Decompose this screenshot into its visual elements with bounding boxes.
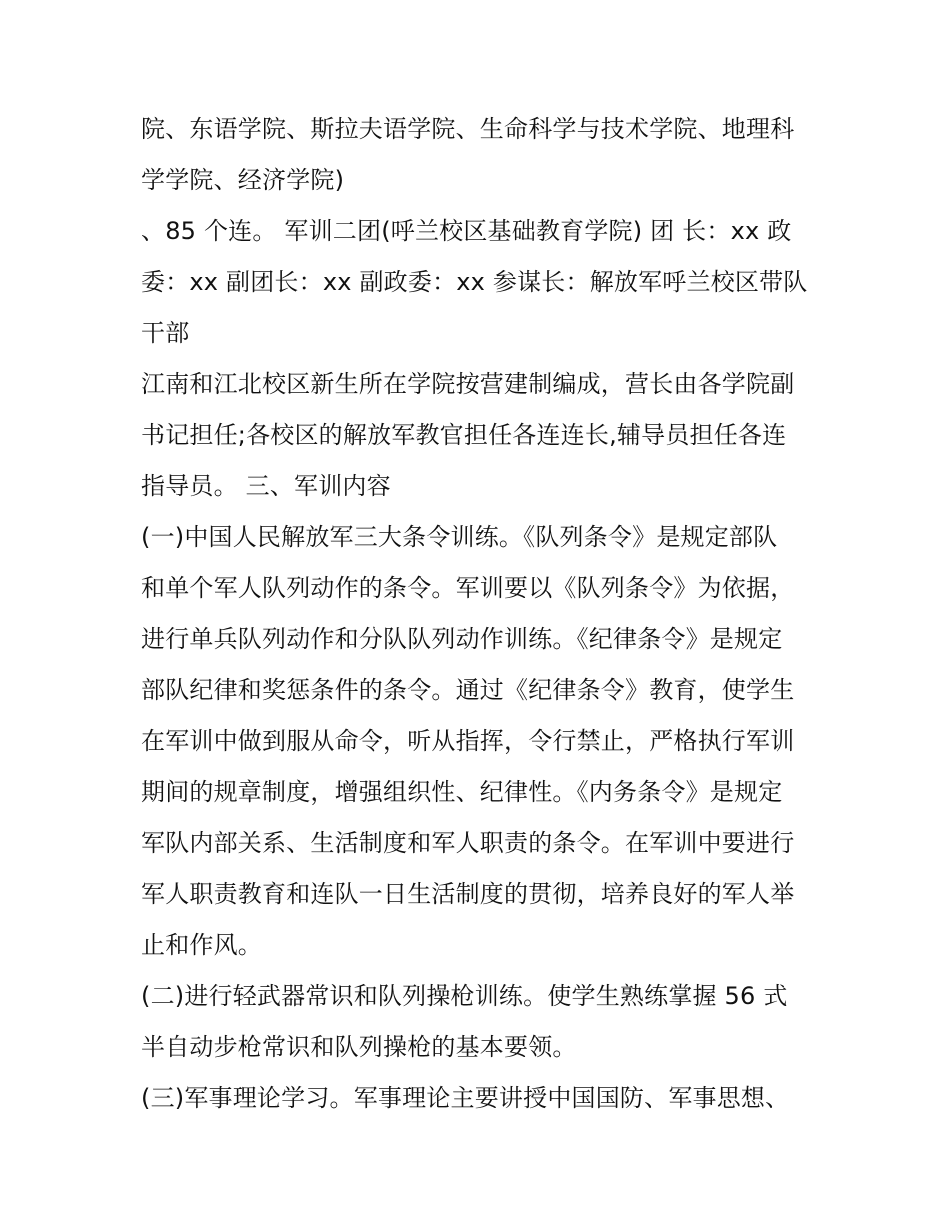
text-line: 军人职责教育和连队一日生活制度的贯彻，培养良好的军人举 <box>141 880 795 908</box>
text-line: 军队内部关系、生活制度和军人职责的条令。在军训中要进行 <box>141 829 795 857</box>
text-line: (三)军事理论学习。军事理论主要讲授中国国防、军事思想、 <box>141 1084 790 1112</box>
text-line: 在军训中做到服从命令，听从指挥，令行禁止，严格执行军训 <box>141 727 795 755</box>
text-line: (一)中国人民解放军三大条令训练。《队列条令》是规定部队 <box>141 523 778 551</box>
text-line: 、85 个连。 军训二团(呼兰校区基础教育学院) 团 长：xx 政 <box>141 217 792 245</box>
text-line: 指导员。 三、军训内容 <box>141 472 391 500</box>
text-line: 进行单兵队列动作和分队队列动作训练。《纪律条令》是规定 <box>141 625 783 653</box>
document-body <box>141 104 821 1124</box>
text-line: (二)进行轻武器常识和队列操枪训练。使学生熟练掌握 56 式 <box>141 982 788 1010</box>
text-line: 江南和江北校区新生所在学院按营建制编成，营长由各学院副 <box>141 370 795 398</box>
text-line: 学学院、经济学院) <box>141 166 345 194</box>
text-line: 半自动步枪常识和队列操枪的基本要领。 <box>141 1033 577 1061</box>
text-line: 期间的规章制度，增强组织性、纪律性。《内务条令》是规定 <box>141 778 783 806</box>
text-line: 和单个军人队列动作的条令。军训要以《队列条令》为依据， <box>141 574 795 602</box>
text-line: 书记担任;各校区的解放军教官担任各连连长,辅导员担任各连 <box>141 421 787 449</box>
text-line: 止和作风。 <box>141 931 262 959</box>
text-line: 干部 <box>141 319 190 347</box>
text-line: 委：xx 副团长：xx 副政委：xx 参谋长：解放军呼兰校区带队 <box>141 268 808 296</box>
text-line: 院、东语学院、斯拉夫语学院、生命科学与技术学院、地理科 <box>141 115 795 143</box>
text-line: 部队纪律和奖惩条件的条令。通过《纪律条令》教育，使学生 <box>141 676 795 704</box>
